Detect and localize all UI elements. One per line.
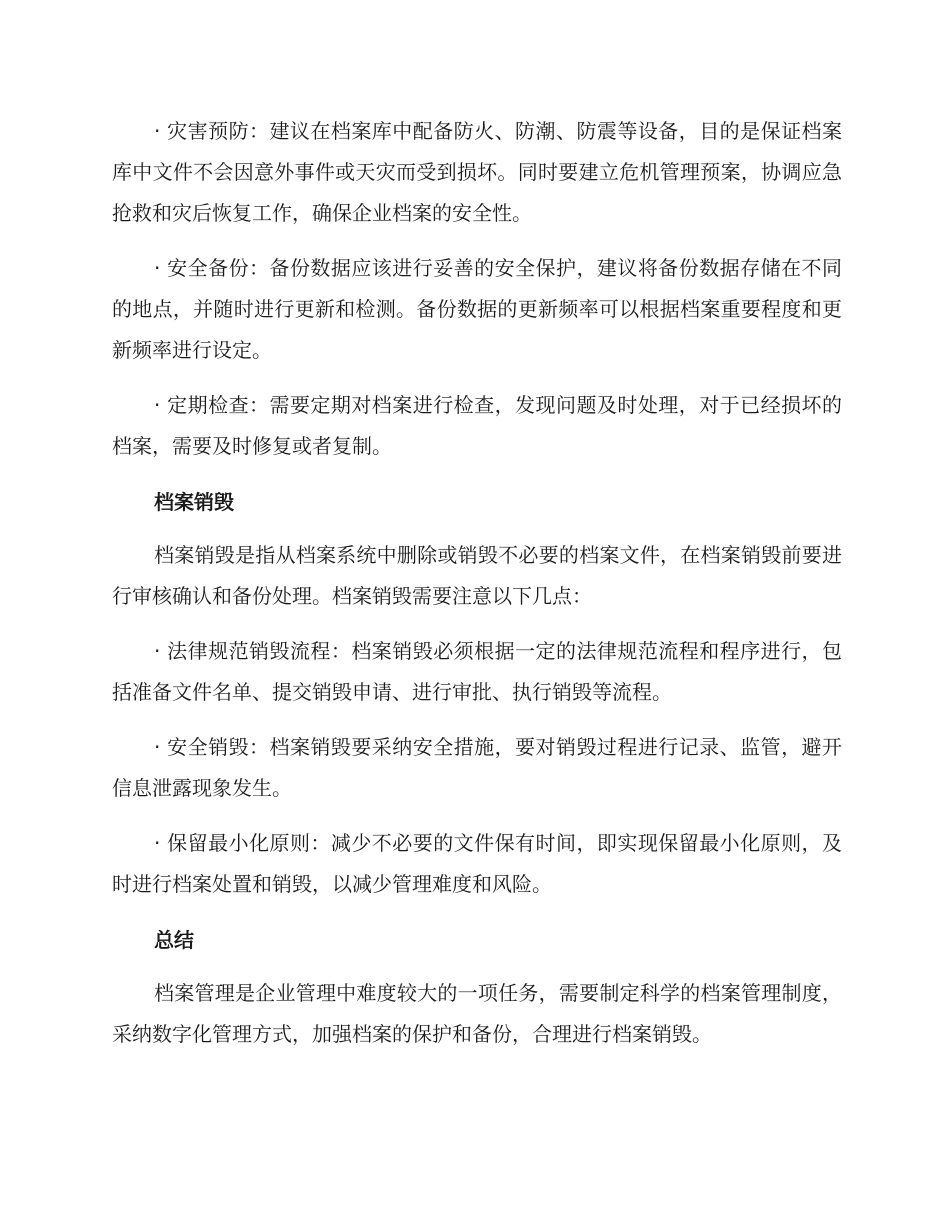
heading-archive-destruction: 档案销毁	[154, 490, 234, 514]
paragraph-summary: 档案管理是企业管理中难度较大的一项任务，需要制定科学的档案管理制度，采纳数字化管理方式，加强档案的保护和备份，合理进行档案销毁。	[112, 981, 842, 1046]
document-body	[112, 111, 842, 1069]
paragraph-legal-process: · 法律规范销毁流程：档案销毁必须根据一定的法律规范流程和程序进行，包括准备文件名单、提交销毁申请、进行审批、执行销毁等流程。	[112, 639, 842, 704]
paragraph-safe-destruction: · 安全销毁：档案销毁要采纳安全措施，要对销毁过程进行记录、监管，避开信息泄露现象发生。	[112, 735, 842, 800]
paragraph-regular-inspection: · 定期检查：需要定期对档案进行检查，发现问题及时处理，对于已经损坏的档案，需要及时修复或者复制。	[112, 393, 842, 458]
paragraph-destruction-intro: 档案销毁是指从档案系统中删除或销毁不必要的档案文件，在档案销毁前要进行审核确认和备份处理。档案销毁需要注意以下几点：	[112, 543, 842, 608]
paragraph-safe-backup: · 安全备份：备份数据应该进行妥善的安全保护，建议将备份数据存储在不同的地点，并随时进行更新和检测。备份数据的更新频率可以根据档案重要程度和更新频率进行设定。	[112, 256, 842, 362]
heading-summary: 总结	[154, 928, 194, 952]
paragraph-disaster-prevention: · 灾害预防：建议在档案库中配备防火、防潮、防震等设备，目的是保证档案库中文件不会因意外事件或天灾而受到损坏。同时要建立危机管理预案，协调应急抢救和灾后恢复工作，确保企业档案的安全性。	[112, 119, 842, 225]
paragraph-minimization-principle: · 保留最小化原则：减少不必要的文件保有时间，即实现保留最小化原则，及时进行档案处置和销毁，以减少管理难度和风险。	[112, 831, 842, 896]
